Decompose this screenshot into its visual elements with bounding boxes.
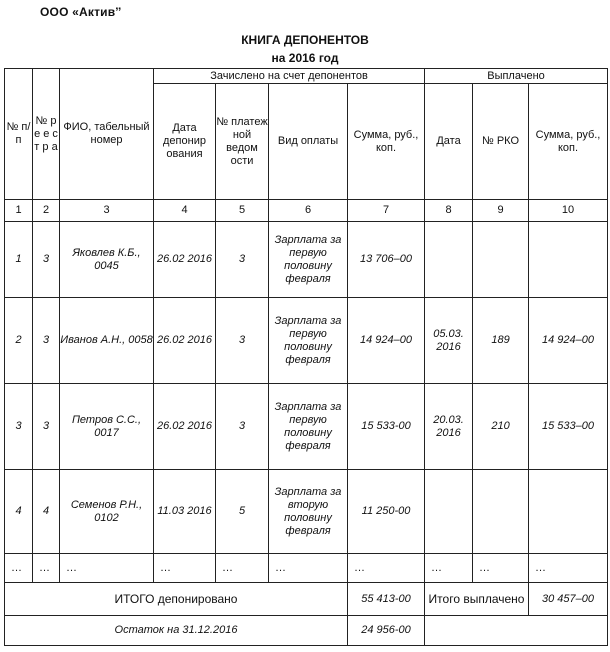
header-pay-type: Вид оплаты — [269, 84, 348, 200]
cell-dep-date: 26.02 2016 — [154, 222, 216, 298]
book-year: на 2016 год — [271, 51, 339, 65]
col-number: 1 — [5, 200, 33, 222]
header-paid-date: Дата — [425, 84, 473, 200]
ellipsis-cell: … — [33, 554, 60, 583]
cell-pay-type: Зарплата за первую половину февраля — [269, 384, 348, 470]
col-number: 2 — [33, 200, 60, 222]
depositors-table — [4, 68, 608, 646]
cell-rko: 210 — [473, 384, 529, 470]
cell-paid-sum — [529, 222, 608, 298]
cell-statement: 3 — [216, 384, 269, 470]
totals-row — [5, 583, 608, 616]
cell-registry: 4 — [33, 470, 60, 554]
ellipsis-cell: … — [60, 554, 154, 583]
header-rko: № РКО — [473, 84, 529, 200]
cell-num: 4 — [5, 470, 33, 554]
ellipsis-cell: … — [216, 554, 269, 583]
header-fio: ФИО, табельный номер — [60, 69, 154, 200]
table-row — [5, 222, 608, 298]
balance-row — [5, 616, 608, 646]
col-number: 8 — [425, 200, 473, 222]
ellipsis-cell: … — [269, 554, 348, 583]
cell-fio: Петров С.С., 0017 — [60, 384, 154, 470]
cell-pay-type: Зарплата за первую половину февраля — [269, 222, 348, 298]
cell-registry: 3 — [33, 384, 60, 470]
header-dep-date: Дата депонир ования — [154, 84, 216, 200]
header-statement-no: № платеж ной ведом ости — [216, 84, 269, 200]
header-num: № п/ п — [5, 69, 33, 200]
balance-label: Остаток на 31.12.2016 — [5, 616, 348, 646]
table-row — [5, 298, 608, 384]
header-paid-group: Выплачено — [425, 69, 608, 84]
cell-statement: 3 — [216, 222, 269, 298]
cell-rko: 189 — [473, 298, 529, 384]
header-credited-group: Зачислено на счет депонентов — [154, 69, 425, 84]
cell-statement: 5 — [216, 470, 269, 554]
cell-paid-date: 20.03. 2016 — [425, 384, 473, 470]
cell-pay-type: Зарплата за вторую половину февраля — [269, 470, 348, 554]
cell-statement: 3 — [216, 298, 269, 384]
cell-num: 1 — [5, 222, 33, 298]
total-deposited-value: 55 413-00 — [348, 583, 425, 616]
cell-rko — [473, 470, 529, 554]
cell-fio: Иванов А.Н., 0058 — [60, 298, 154, 384]
cell-registry: 3 — [33, 298, 60, 384]
ellipsis-cell: … — [529, 554, 608, 583]
cell-num: 2 — [5, 298, 33, 384]
col-number: 4 — [154, 200, 216, 222]
cell-fio: Семенов Р.Н., 0102 — [60, 470, 154, 554]
cell-paid-date — [425, 470, 473, 554]
header-sum-paid: Сумма, руб., коп. — [529, 84, 608, 200]
cell-paid-sum: 14 924–00 — [529, 298, 608, 384]
cell-dep-date: 26.02 2016 — [154, 384, 216, 470]
cell-sum: 15 533-00 — [348, 384, 425, 470]
cell-paid-date — [425, 222, 473, 298]
cell-num: 3 — [5, 384, 33, 470]
col-number: 7 — [348, 200, 425, 222]
ellipsis-row — [5, 554, 608, 583]
cell-paid-sum: 15 533–00 — [529, 384, 608, 470]
cell-pay-type: Зарплата за первую половину февраля — [269, 298, 348, 384]
cell-sum: 14 924–00 — [348, 298, 425, 384]
ellipsis-cell: … — [425, 554, 473, 583]
total-deposited-label: ИТОГО депонировано — [5, 583, 348, 616]
cell-sum: 13 706–00 — [348, 222, 425, 298]
header-registry: № р е е с т р а — [33, 69, 60, 200]
cell-paid-date: 05.03. 2016 — [425, 298, 473, 384]
balance-value: 24 956-00 — [348, 616, 425, 646]
ellipsis-cell: … — [5, 554, 33, 583]
ellipsis-cell: … — [154, 554, 216, 583]
book-title: КНИГА ДЕПОНЕНТОВ — [241, 33, 369, 47]
cell-fio: Яковлев К.Б., 0045 — [60, 222, 154, 298]
cell-paid-sum — [529, 470, 608, 554]
table-row — [5, 384, 608, 470]
ellipsis-cell: … — [473, 554, 529, 583]
column-numbers-row — [5, 200, 608, 222]
col-number: 9 — [473, 200, 529, 222]
cell-dep-date: 11.03 2016 — [154, 470, 216, 554]
ellipsis-cell: … — [348, 554, 425, 583]
total-paid-value: 30 457–00 — [529, 583, 608, 616]
table-row — [5, 470, 608, 554]
total-paid-label: Итого выплачено — [425, 583, 529, 616]
balance-empty — [425, 616, 608, 646]
cell-registry: 3 — [33, 222, 60, 298]
col-number: 3 — [60, 200, 154, 222]
col-number: 5 — [216, 200, 269, 222]
cell-sum: 11 250-00 — [348, 470, 425, 554]
col-number: 10 — [529, 200, 608, 222]
organization-name: ООО «Активˮ — [40, 5, 122, 19]
cell-dep-date: 26.02 2016 — [154, 298, 216, 384]
cell-rko — [473, 222, 529, 298]
col-number: 6 — [269, 200, 348, 222]
header-sum-credited: Сумма, руб., коп. — [348, 84, 425, 200]
